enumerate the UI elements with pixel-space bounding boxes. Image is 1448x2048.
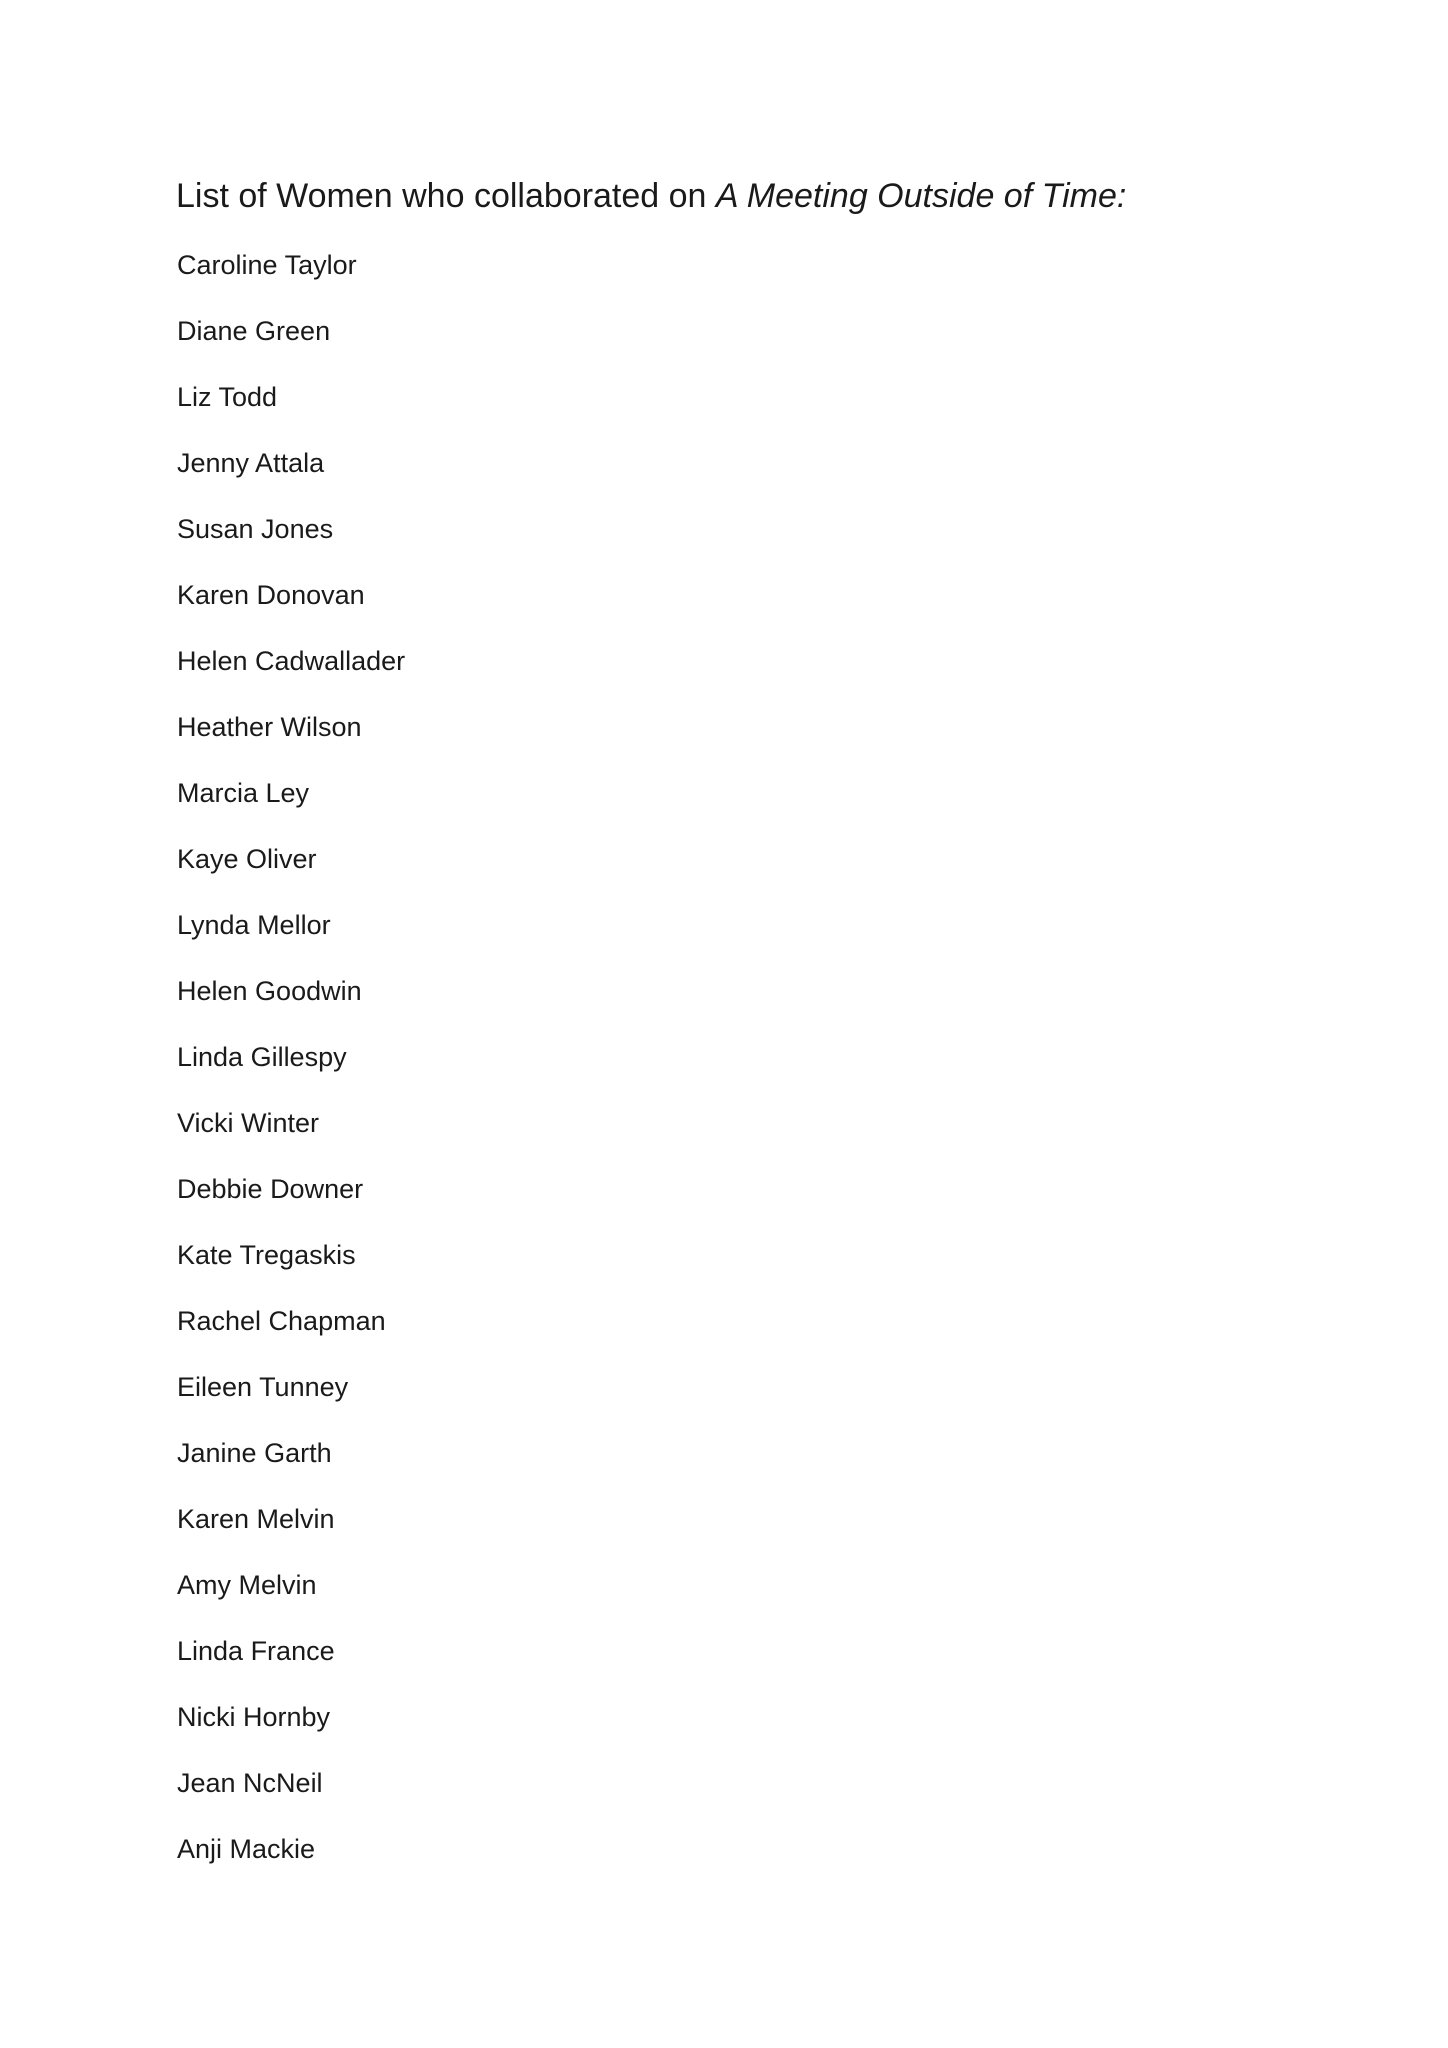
list-item: Caroline Taylor <box>177 250 357 280</box>
list-item: Janine Garth <box>177 1438 332 1468</box>
list-item: Jenny Attala <box>177 448 325 478</box>
list-item: Heather Wilson <box>177 712 362 742</box>
list-item: Liz Todd <box>177 382 278 412</box>
list-item: Linda Gillespy <box>177 1042 347 1072</box>
list-item: Karen Donovan <box>177 580 365 610</box>
list-item: Marcia Ley <box>177 778 310 808</box>
list-item: Linda France <box>177 1636 335 1666</box>
list-item: Helen Cadwallader <box>177 646 406 676</box>
list-item: Amy Melvin <box>177 1570 317 1600</box>
collaborator-list <box>177 247 405 1897</box>
list-item: Kaye Oliver <box>177 844 317 874</box>
list-item: Rachel Chapman <box>177 1306 386 1336</box>
list-item: Helen Goodwin <box>177 976 362 1006</box>
list-item: Karen Melvin <box>177 1504 335 1534</box>
list-item: Kate Tregaskis <box>177 1240 356 1270</box>
list-item: Jean NcNeil <box>177 1768 323 1798</box>
list-item: Susan Jones <box>177 514 334 544</box>
title-work-name: A Meeting Outside of Time: <box>715 177 1127 215</box>
list-item: Lynda Mellor <box>177 910 331 940</box>
title-prefix: List of Women who collaborated on <box>176 177 716 215</box>
document-title <box>176 176 1126 216</box>
list-item: Vicki Winter <box>177 1108 320 1138</box>
list-item: Nicki Hornby <box>177 1702 331 1732</box>
list-item: Debbie Downer <box>177 1174 364 1204</box>
list-item: Eileen Tunney <box>177 1372 349 1402</box>
list-item: Diane Green <box>177 316 331 346</box>
list-item: Anji Mackie <box>177 1834 316 1864</box>
